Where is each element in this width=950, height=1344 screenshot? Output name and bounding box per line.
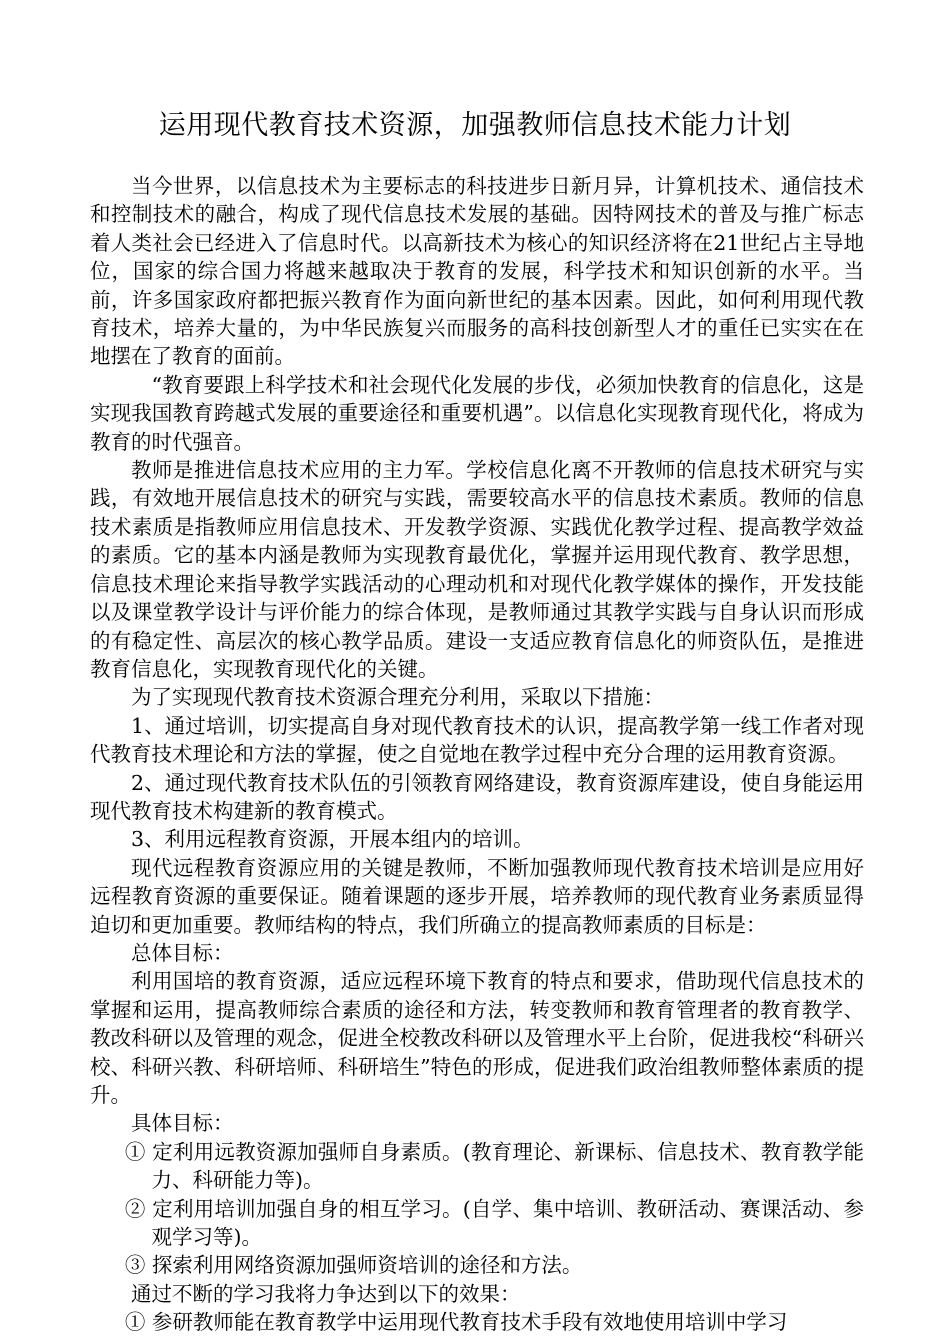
- measure-item-1: 1、通过培训，切实提高自身对现代教育技术的认识，提高教学第一线工作者对现代教育技术理论和方法的掌握，使之自觉地在教学过程中充分合理的运用教育资源。: [90, 713, 864, 767]
- paragraph-overall-goal: 利用国培的教育资源，适应远程环境下教育的特点和要求，借助现代信息技术的掌握和运用，提高教师综合素质的途径和方法，转变教师和教育管理者的教育教学、教改科研以及管理的观念，促进全校教改科研以及管理水平上台阶，促进我校“科研兴校、科研兴教、科研培师、科研培生”特色的形成，促进我们政治组教师整体素质的提升。: [90, 969, 864, 1107]
- document-body: [90, 172, 864, 1337]
- paragraph-teachers: 教师是推进信息技术应用的主力军。学校信息化离不开教师的信息技术研究与实践，有效地开展信息技术的研究与实践，需要较高水平的信息技术素质。教师的信息技术素质是指教师应用信息技术、开发教学资源、实践优化教学过程、提高教学效益的素质。它的基本内涵是教师为实现教育最优化，掌握并运用现代教育、教学思想，信息技术理论来指导教学实践活动的心理动机和对现代化教学媒体的操作，开发技能以及课堂教学设计与评价能力的综合体现，是教师通过其教学实践与自身认识而形成的有稳定性、高层次的核心教学品质。建设一支适应教育信息化的师资队伍，是推进教育信息化，实现教育现代化的关键。: [90, 458, 864, 681]
- measure-item-3: 3、利用远程教育资源，开展本组内的培训。: [131, 827, 534, 852]
- specific-goal-item-3: ③ 探索利用网络资源加强师资培训的途径和方法。: [124, 1253, 583, 1278]
- heading-overall-goal: 总体目标：: [131, 940, 234, 965]
- paragraph-intro: 当今世界，以信息技术为主要标志的科技进步日新月异，计算机技术、通信技术和控制技术的融合，构成了现代信息技术发展的基础。因特网技术的普及与推广标志着人类社会已经进入了信息时代。以高新技术为核心的知识经济将在21世纪占主导地位，国家的综合国力将越来越取决于教育的发展，科学技术和知识创新的水平。当前，许多国家政府都把振兴教育作为面向新世纪的基本因素。因此，如何利用现代教育技术，培养大量的，为中华民族复兴而服务的高科技创新型人才的重任已实实在在地摆在了教育的面前。: [90, 174, 864, 369]
- specific-goal-item-2: ② 定利用培训加强自身的相互学习。(自学、集中培训、教研活动、赛课活动、参观学习等)。: [124, 1196, 864, 1250]
- paragraph-remote-education: 现代远程教育资源应用的关键是教师，不断加强教师现代教育技术培训是应用好远程教育资源的重要保证。随着课题的逐步开展，培养教师的现代教育业务素质显得迫切和更加重要。教师结构的特点，我们所确立的提高教师素质的目标是：: [90, 855, 864, 937]
- effect-item-1: ① 参研教师能在教育教学中运用现代教育技术手段有效地使用培训中学习: [124, 1310, 788, 1335]
- measure-item-2: 2、通过现代教育技术队伍的引领教育网络建设，教育资源库建设，使自身能运用现代教育技术构建新的教育模式。: [90, 770, 864, 823]
- document-title: 运用现代教育技术资源，加强教师信息技术能力计划: [158, 110, 792, 141]
- paragraph-quote: “教育要跟上科学技术和社会现代化发展的步伐，必须加快教育的信息化，这是实现我国教育跨越式发展的重要途径和重要机遇”。以信息化实现教育现代化，将成为教育的时代强音。: [90, 372, 864, 454]
- heading-specific-goals: 具体目标：: [131, 1111, 234, 1136]
- paragraph-effects-lead: 通过不断的学习我将力争达到以下的效果：: [131, 1281, 521, 1306]
- specific-goal-item-1: ① 定利用远教资源加强师自身素质。(教育理论、新课标、信息技术、教育教学能力、科研能力等)。: [124, 1139, 864, 1193]
- paragraph-measures-lead: 为了实现现代教育技术资源合理充分利用，采取以下措施：: [131, 685, 664, 710]
